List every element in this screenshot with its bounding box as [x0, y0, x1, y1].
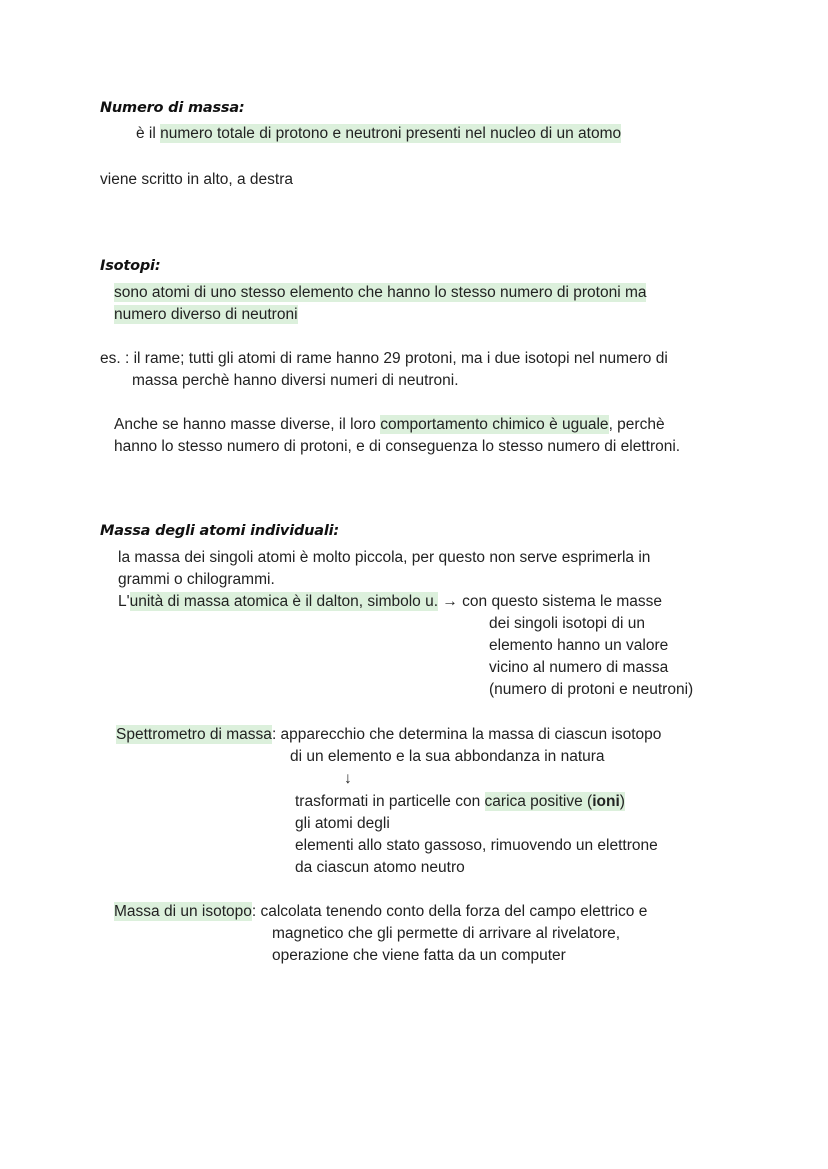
trasformati-line3: elementi allo stato gassoso, rimuovendo un elettrone: [295, 837, 658, 854]
highlight: numero diverso di neutroni: [114, 306, 298, 323]
massa-line5: elemento hanno un valore: [489, 637, 669, 654]
massa-line2: grammi o chilogrammi.: [118, 571, 275, 588]
highlight: sono atomi di uno stesso elemento che hanno lo stesso numero di protoni ma: [114, 284, 647, 301]
term-highlight: Spettrometro di massa: [116, 726, 272, 743]
text: , perchè: [608, 416, 665, 433]
heading-numero-di-massa: Numero di massa:: [100, 100, 245, 116]
bold-ioni: ioni: [592, 793, 620, 810]
highlight: numero totale di protono e neutroni presenti nel nucleo di un atomo: [160, 125, 622, 142]
text: Anche se hanno masse diverse, il loro: [114, 416, 381, 433]
isotopi-para-line1: [114, 415, 665, 435]
highlight: comportamento chimico è uguale: [380, 416, 609, 433]
down-arrow: ↓: [344, 770, 352, 787]
numero-massa-note: viene scritto in alto, a destra: [100, 171, 293, 188]
heading-isotopi: Isotopi:: [100, 258, 161, 274]
isotopi-def-line1: [114, 283, 646, 303]
example-line1: es. : il rame; tutti gli atomi di rame hanno 29 protoni, ma i due isotopi nel numero di: [100, 350, 668, 367]
isotopo-line1: [114, 902, 647, 922]
isotopi-def-line2: [114, 305, 298, 325]
isotopi-para-line2: hanno lo stesso numero di protoni, e di conseguenza lo stesso numero di elettroni.: [114, 438, 681, 455]
trasformati-line1: [295, 792, 625, 812]
massa-line3: [118, 592, 662, 612]
massa-line1: la massa dei singoli atomi è molto piccola, per questo non serve esprimerla in: [118, 549, 651, 566]
text: carica positive (: [484, 793, 593, 810]
text: : apparecchio che determina la massa di ciascun isotopo: [271, 726, 662, 743]
spettrometro-line2: di un elemento e la sua abbondanza in natura: [290, 748, 605, 765]
isotopo-line3: operazione che viene fatta da un computer: [272, 947, 566, 964]
trasformati-line2: gli atomi degli: [295, 815, 390, 832]
text: trasformati in particelle con: [295, 793, 485, 810]
term-highlight: Massa di un isotopo: [114, 903, 252, 920]
trasformati-line4: da ciascun atomo neutro: [295, 859, 465, 876]
example-line2: massa perchè hanno diversi numeri di neutroni.: [132, 372, 459, 389]
arrow-text: → con questo sistema le masse: [438, 593, 663, 610]
highlight: unità di massa atomica è il dalton, simbolo u.: [129, 593, 439, 610]
massa-line6: vicino al numero di massa: [489, 659, 669, 676]
heading-massa-atomi: Massa degli atomi individuali:: [100, 523, 339, 539]
text: L': [118, 593, 130, 610]
massa-line7: (numero di protoni e neutroni): [489, 681, 694, 698]
text: è il: [136, 125, 161, 142]
highlight: [485, 792, 625, 811]
numero-massa-definition: [136, 124, 621, 144]
spettrometro-line1: [116, 725, 661, 745]
isotopo-line2: magnetico che gli permette di arrivare al rivelatore,: [272, 925, 621, 942]
text: ): [619, 793, 625, 810]
massa-line4: dei singoli isotopi di un: [489, 615, 645, 632]
text: : calcolata tenendo conto della forza del campo elettrico e: [251, 903, 648, 920]
